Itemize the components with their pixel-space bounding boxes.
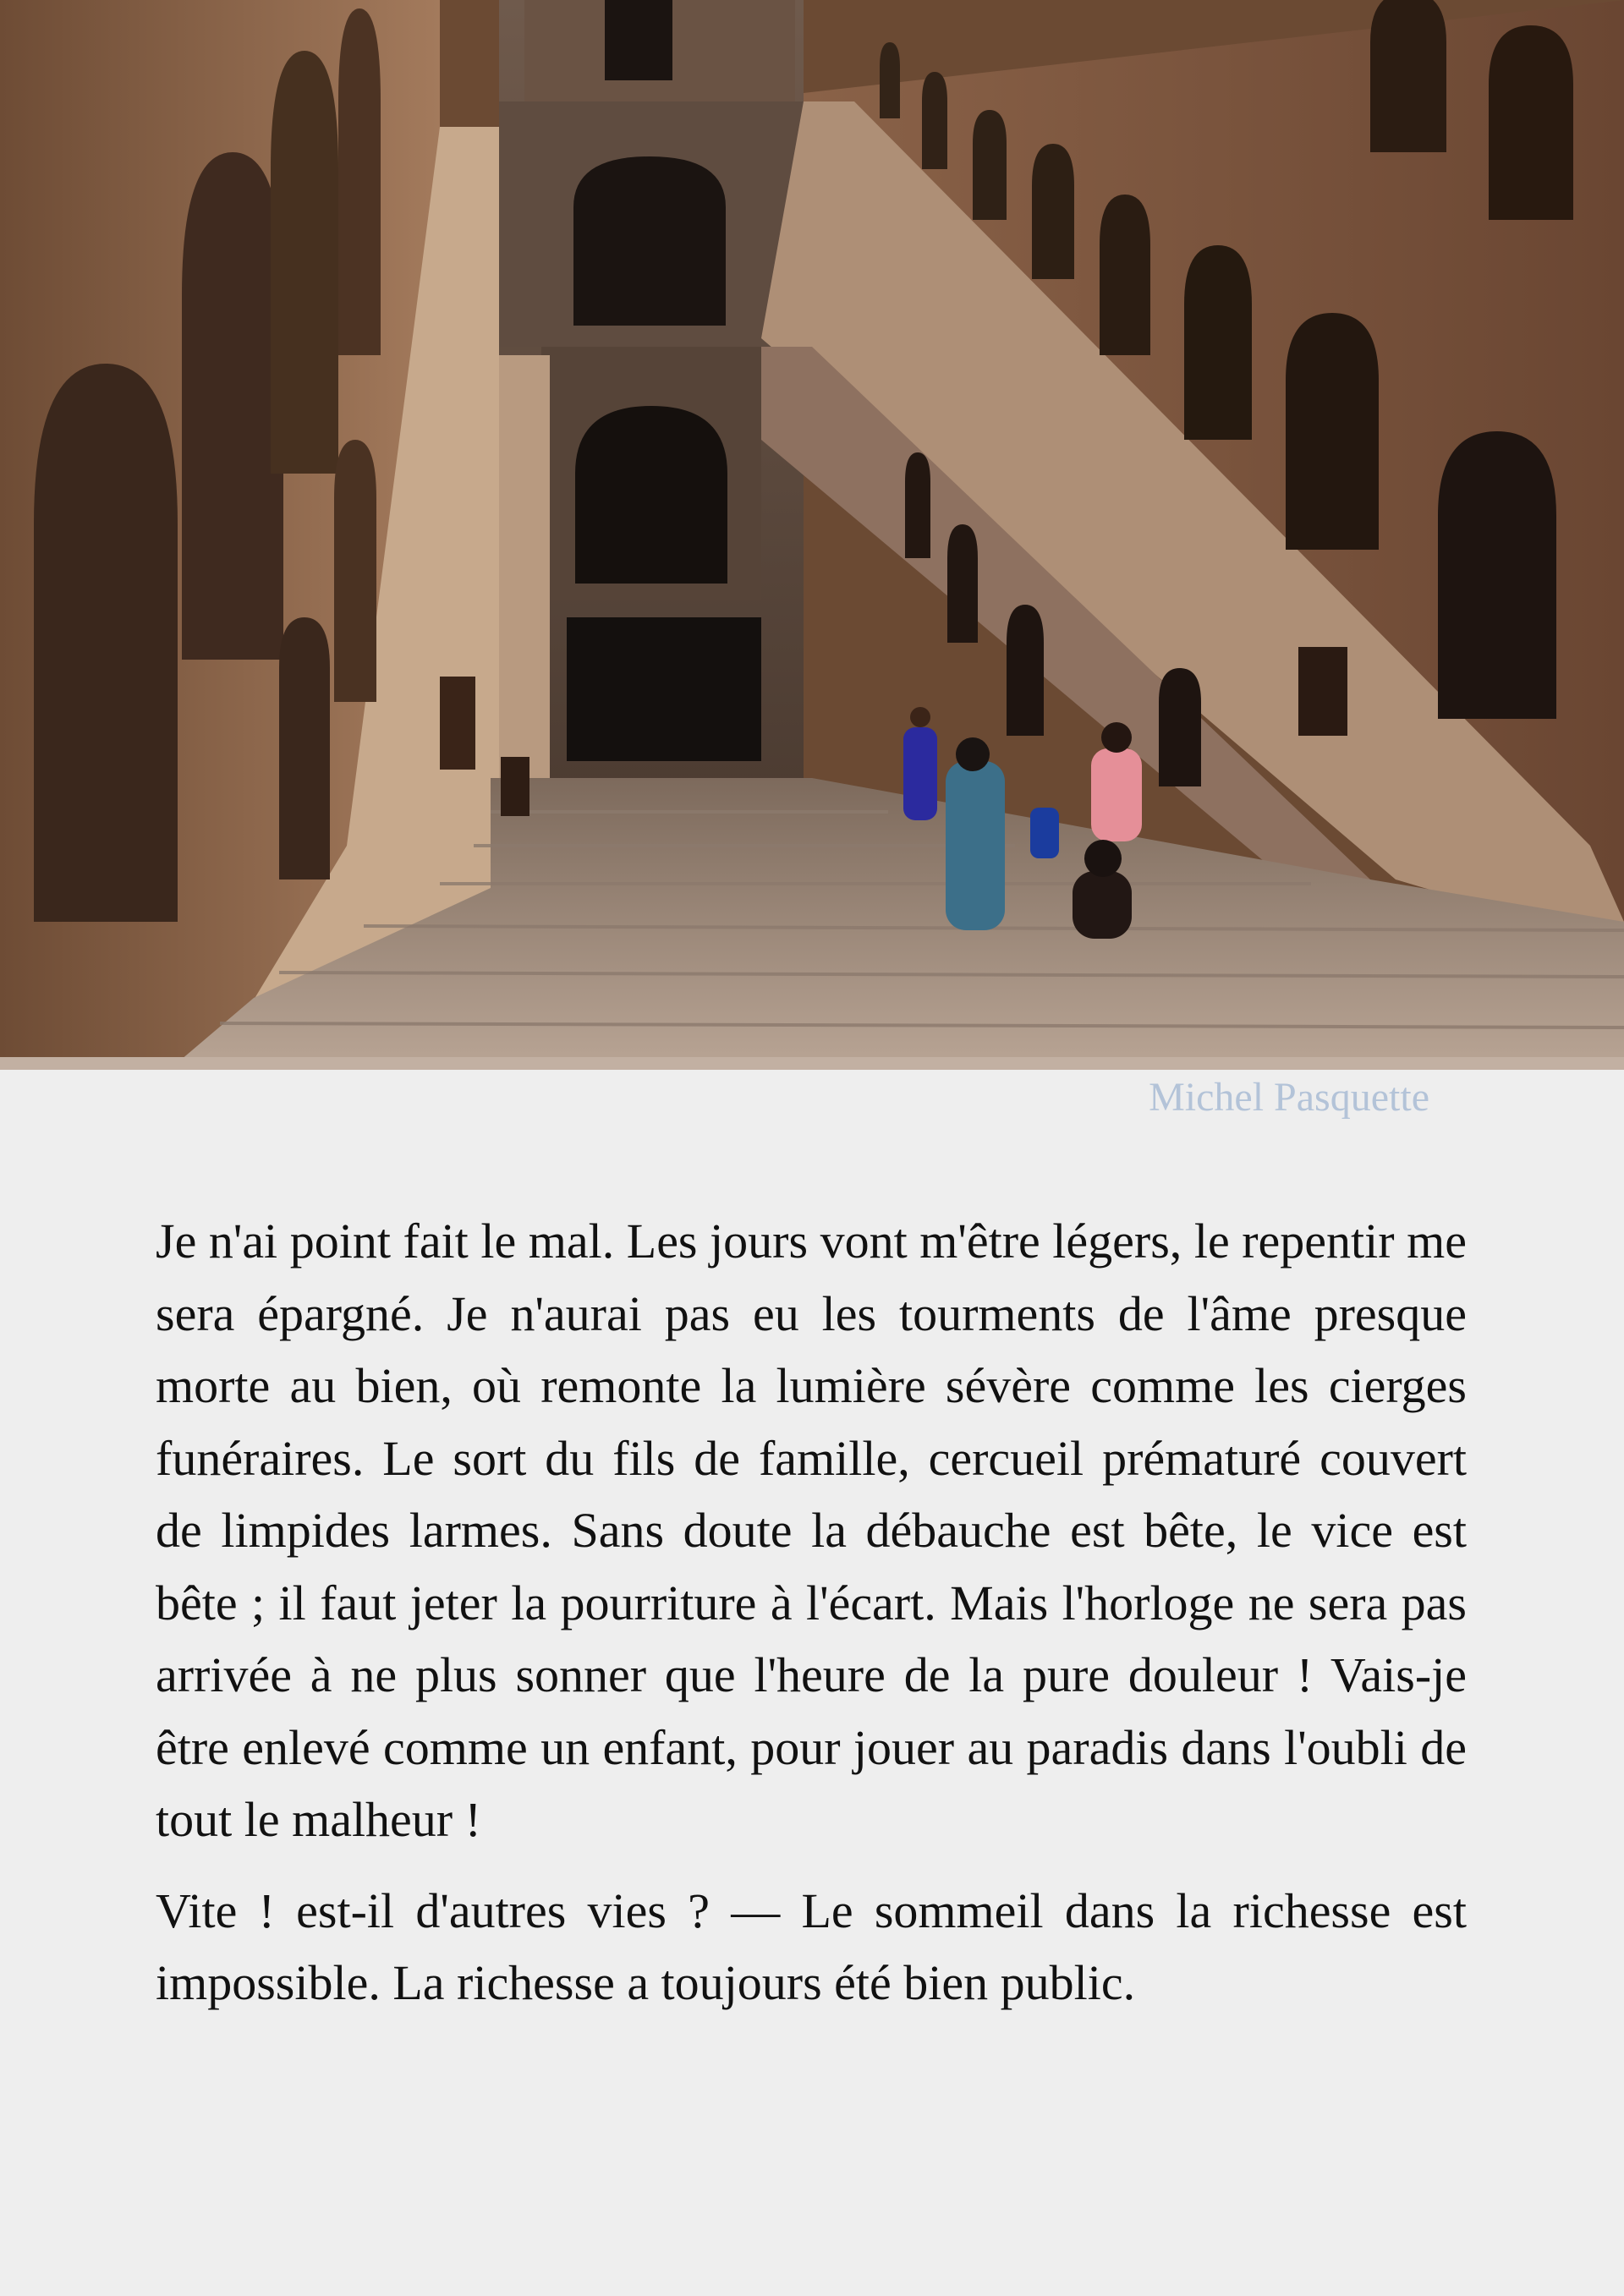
stepwell-illustration (0, 0, 1624, 1070)
photo-credit: Michel Pasquette (1149, 1075, 1429, 1120)
stepwell-photo (0, 0, 1624, 1070)
paragraph: Vite ! est-il d'autres vies ? — Le sommeil dans la richesse est impossible. La richesse a toujours été bien public. (156, 1882, 1467, 2010)
body-text (156, 1205, 1467, 2038)
paragraph: Je n'ai point fait le mal. Les jours vont m'être légers, le repentir me sera épargné. Je n'aurai pas eu les tourments de l'âme presque morte au bien, où remonte la lumière sévère comme les cierges funéraires. Le sort du fils de famille, cercueil prématuré couvert de limpides larmes. Sans doute la débauche est bête, le vice est bête ; il faut jeter la pourriture à l'écart. Mais l'horloge ne sera pas arrivée à ne plus sonner que l'heure de la pure douleur ! Vais-je être enlevé comme un enfant, pour jouer au paradis dans l'oubli de tout le malheur ! (156, 1214, 1467, 1847)
